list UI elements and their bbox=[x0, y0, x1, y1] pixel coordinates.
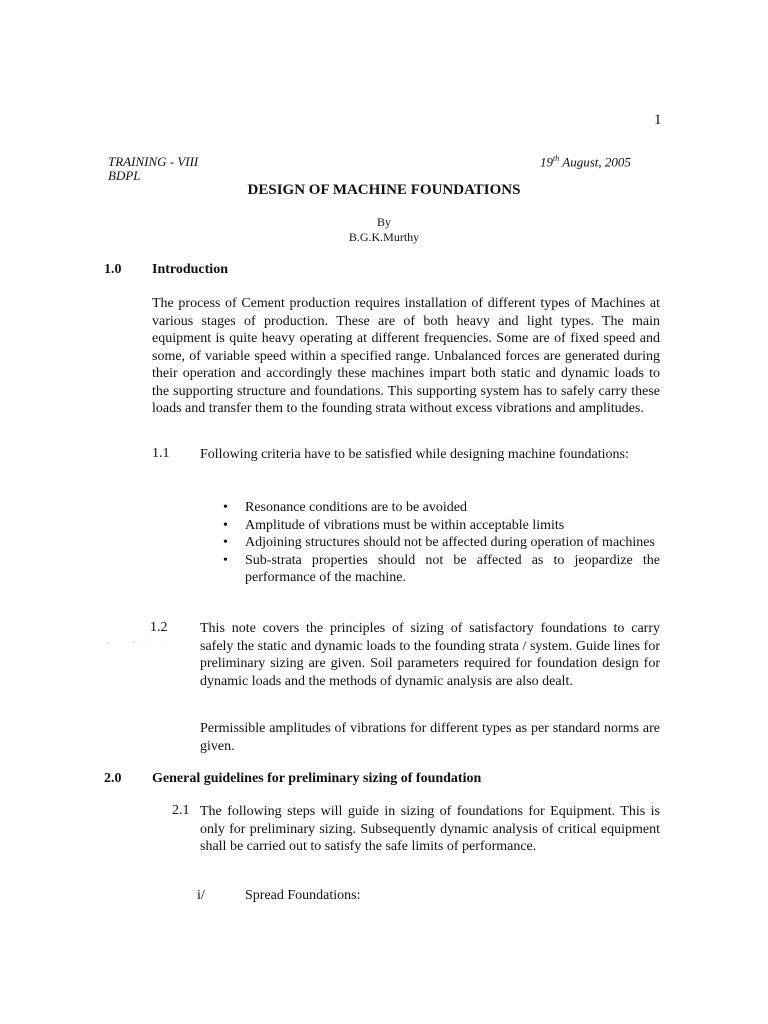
item-marker: i/ bbox=[197, 888, 205, 903]
subsection-1-2-number: 1.2 bbox=[150, 620, 168, 635]
list-item-text: Sub-strata properties should not be affected as to jeopardize the performance of the machine. bbox=[245, 552, 660, 585]
list-item bbox=[220, 552, 660, 587]
list-item-text: Resonance conditions are to be avoided bbox=[245, 500, 467, 515]
subsection-1-1-text: Following criteria have to be satisfied while designing machine foundations: bbox=[200, 447, 629, 462]
list-item-text: Amplitude of vibrations must be within acceptable limits bbox=[245, 517, 565, 533]
subsection-1-2-text-2: Permissible amplitudes of vibrations for different types as per standard norms are given. bbox=[200, 721, 660, 754]
date-rest: August, 2005 bbox=[559, 154, 631, 170]
scan-specks bbox=[104, 637, 174, 647]
list-item bbox=[220, 517, 660, 535]
header-org: BDPL bbox=[108, 168, 141, 183]
item-label: Spread Foundations: bbox=[245, 888, 361, 903]
list-item-text: Adjoining structures should not be affected during operation of machines bbox=[245, 535, 655, 550]
section-1-heading: Introduction bbox=[152, 262, 228, 277]
byline-by: By bbox=[376, 215, 391, 229]
document-title: DESIGN OF MACHINE FOUNDATIONS bbox=[247, 182, 521, 198]
list-item bbox=[220, 534, 660, 552]
byline-author: B.G.K.Murthy bbox=[348, 230, 420, 244]
criteria-list bbox=[220, 499, 660, 587]
list-item bbox=[220, 499, 660, 517]
bullet-icon: • bbox=[223, 535, 228, 550]
intro-paragraph: The process of Cement production requires installation of different types of Machines at various stages of production. These are of both heavy and light types. The main equipment is quite heavy operating at different frequencies. Some are of fixed speed and some, of variable speed within a specified range. Unbalanced forces are generated during their operation and accordingly these machines impart both static and dynamic loads to the supporting structure and foundations. This supporting system has to safely carry these loads and transfer them to the founding strata without excess vibrations and amplitudes. bbox=[152, 296, 660, 416]
section-2-number: 2.0 bbox=[104, 771, 122, 786]
bullet-icon: • bbox=[223, 500, 228, 515]
subsection-2-1-number: 2.1 bbox=[172, 803, 190, 818]
date-day: 19 bbox=[540, 154, 553, 170]
header-course: TRAINING - VIII bbox=[108, 154, 199, 169]
subsection-2-1-text: The following steps will guide in sizing of foundations for Equipment. This is only for preliminary sizing. Subsequently dynamic analysis of critical equipment shall be carried out to satisfy the safe limits of performance. bbox=[200, 804, 660, 854]
section-2-heading: General guidelines for preliminary sizing of foundation bbox=[152, 771, 482, 786]
header-date bbox=[540, 154, 631, 170]
bullet-icon: • bbox=[223, 517, 228, 533]
bullet-icon: • bbox=[223, 552, 228, 568]
section-1-number: 1.0 bbox=[104, 262, 122, 277]
subsection-1-2-text: This note covers the principles of sizing of satisfactory foundations to carry safely the static and dynamic loads to the founding strata / system. Guide lines for preliminary sizing are given. Soil parameters required for foundation design for dynamic loads and the methods of dynamic analysis are also dealt. bbox=[200, 621, 660, 689]
subsection-1-1-number: 1.1 bbox=[152, 446, 170, 461]
page-number: 1 bbox=[654, 112, 662, 128]
date-suffix: th bbox=[553, 154, 560, 163]
